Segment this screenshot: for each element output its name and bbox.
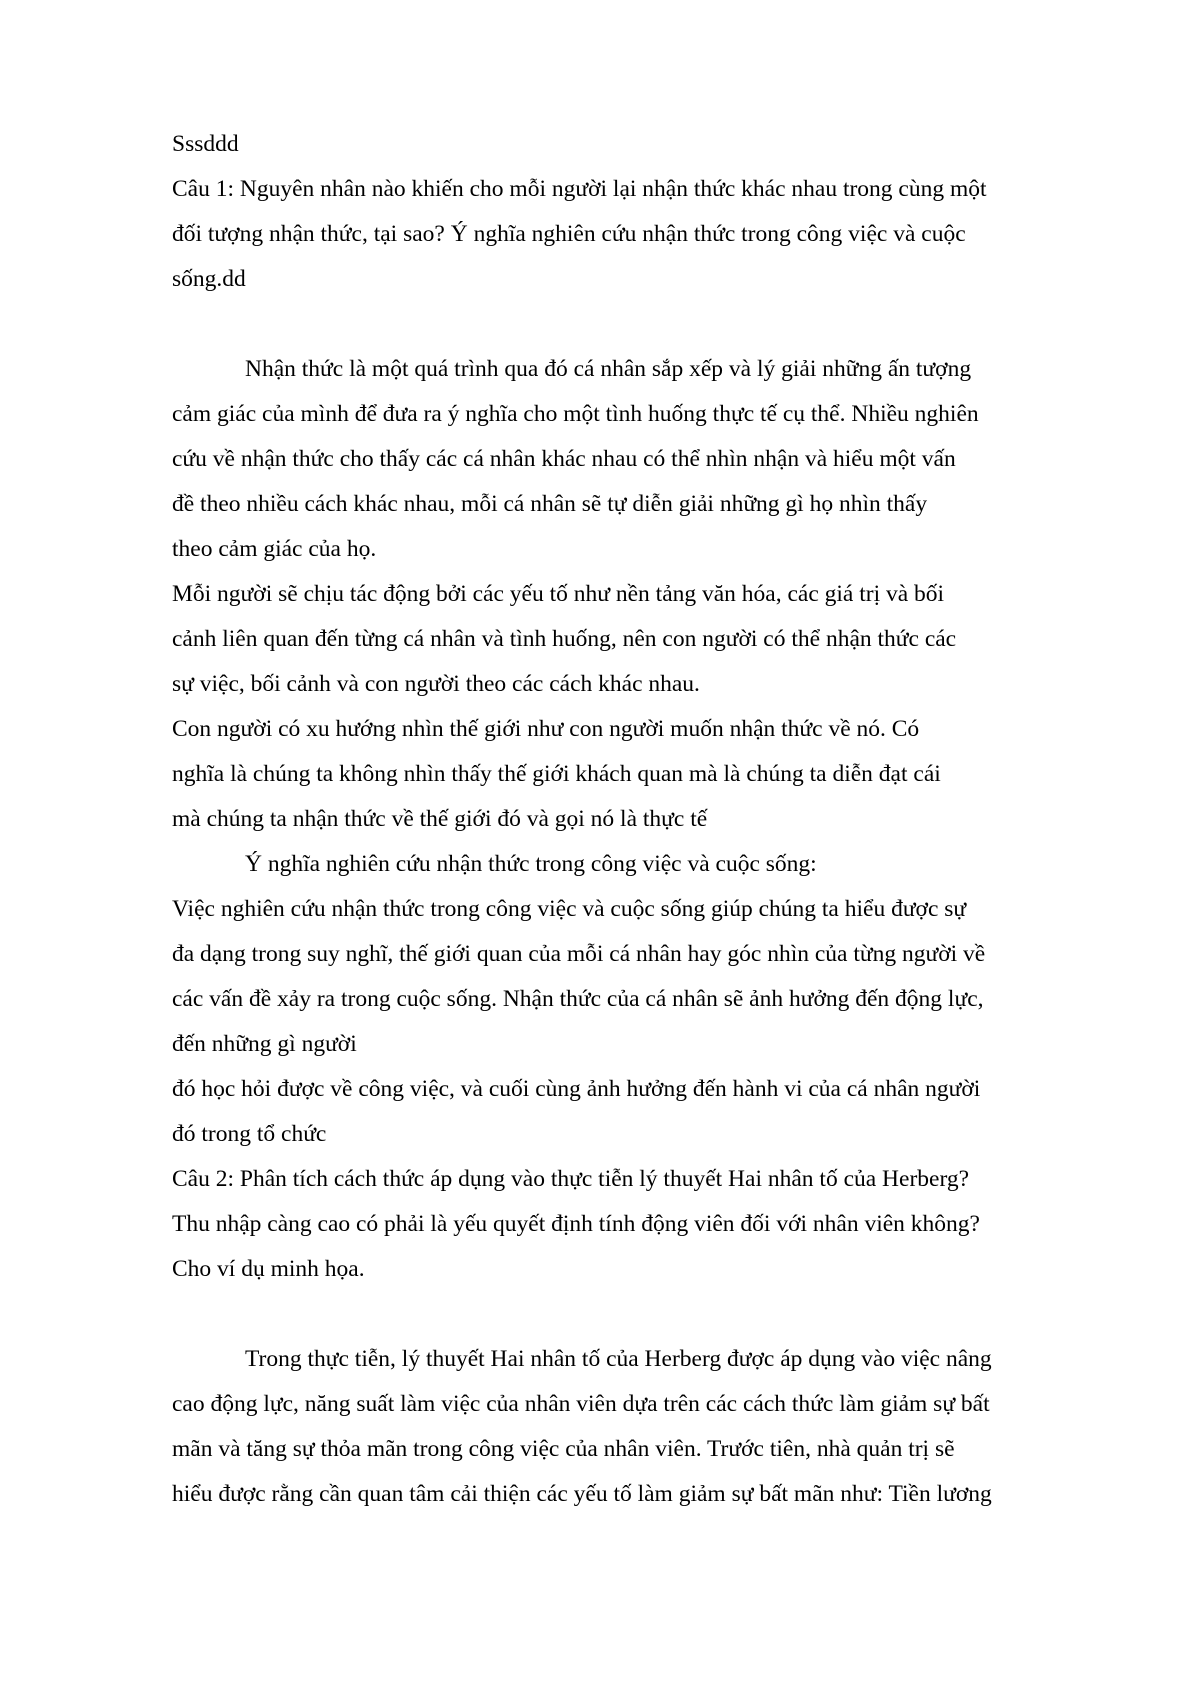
paragraph-line: cứu về nhận thức cho thấy các cá nhân khác nhau có thể nhìn nhận và hiểu một vấn bbox=[172, 446, 956, 472]
paragraph-line: mãn và tăng sự thỏa mãn trong công việc của nhân viên. Trước tiên, nhà quản trị sẽ bbox=[172, 1436, 955, 1462]
paragraph-line: nghĩa là chúng ta không nhìn thấy thế giới khách quan mà là chúng ta diễn đạt cái bbox=[172, 761, 941, 787]
paragraph-line: mà chúng ta nhận thức về thế giới đó và gọi nó là thực tế bbox=[172, 806, 708, 832]
paragraph-line: Trong thực tiễn, lý thuyết Hai nhân tố của Herberg được áp dụng vào việc nâng bbox=[245, 1346, 992, 1372]
paragraph-line: đa dạng trong suy nghĩ, thế giới quan của mỗi cá nhân hay góc nhìn của từng người về bbox=[172, 941, 986, 967]
question-2-line: Cho ví dụ minh họa. bbox=[172, 1256, 365, 1282]
paragraph-line: đề theo nhiều cách khác nhau, mỗi cá nhân sẽ tự diễn giải những gì họ nhìn thấy bbox=[172, 491, 928, 517]
paragraph-line: đó trong tổ chức bbox=[172, 1121, 327, 1147]
paragraph-line: Con người có xu hướng nhìn thế giới như con người muốn nhận thức về nó. Có bbox=[172, 716, 920, 742]
paragraph-line: sự việc, bối cảnh và con người theo các cách khác nhau. bbox=[172, 671, 700, 697]
paragraph-line: cảnh liên quan đến từng cá nhân và tình huống, nên con người có thể nhận thức các bbox=[172, 626, 957, 652]
paragraph-line: cao động lực, năng suất làm việc của nhân viên dựa trên các cách thức làm giảm sự bất bbox=[172, 1391, 990, 1417]
paragraph-line: cảm giác của mình để đưa ra ý nghĩa cho một tình huống thực tế cụ thể. Nhiều nghiên bbox=[172, 401, 979, 427]
question-2-line: Thu nhập càng cao có phải là yếu quyết định tính động viên đối với nhân viên không? bbox=[172, 1211, 980, 1237]
section-subheading: Ý nghĩa nghiên cứu nhận thức trong công việc và cuộc sống: bbox=[245, 851, 817, 877]
paragraph-line: Việc nghiên cứu nhận thức trong công việc và cuộc sống giúp chúng ta hiểu được sự bbox=[172, 896, 967, 922]
paragraph-line: Nhận thức là một quá trình qua đó cá nhân sắp xếp và lý giải những ấn tượng bbox=[245, 356, 972, 382]
question-1-line: sống.dd bbox=[172, 266, 246, 292]
question-1-line: đối tượng nhận thức, tại sao? Ý nghĩa nghiên cứu nhận thức trong công việc và cuộc bbox=[172, 221, 966, 247]
question-1-line: Câu 1: Nguyên nhân nào khiến cho mỗi người lại nhận thức khác nhau trong cùng một bbox=[172, 176, 987, 202]
paragraph-line: hiểu được rằng cần quan tâm cải thiện các yếu tố làm giảm sự bất mãn như: Tiền lương bbox=[172, 1481, 992, 1507]
document-heading: Sssddd bbox=[172, 131, 239, 157]
paragraph-line: đó học hỏi được về công việc, và cuối cùng ảnh hưởng đến hành vi của cá nhân người bbox=[172, 1076, 981, 1102]
paragraph-line: theo cảm giác của họ. bbox=[172, 536, 377, 562]
paragraph-line: Mỗi người sẽ chịu tác động bởi các yếu tố như nền tảng văn hóa, các giá trị và bối bbox=[172, 581, 945, 607]
paragraph-line: đến những gì người bbox=[172, 1031, 357, 1057]
question-2-line: Câu 2: Phân tích cách thức áp dụng vào thực tiễn lý thuyết Hai nhân tố của Herberg? bbox=[172, 1166, 970, 1192]
paragraph-line: các vấn đề xảy ra trong cuộc sống. Nhận thức của cá nhân sẽ ảnh hưởng đến động lực, bbox=[172, 986, 984, 1012]
